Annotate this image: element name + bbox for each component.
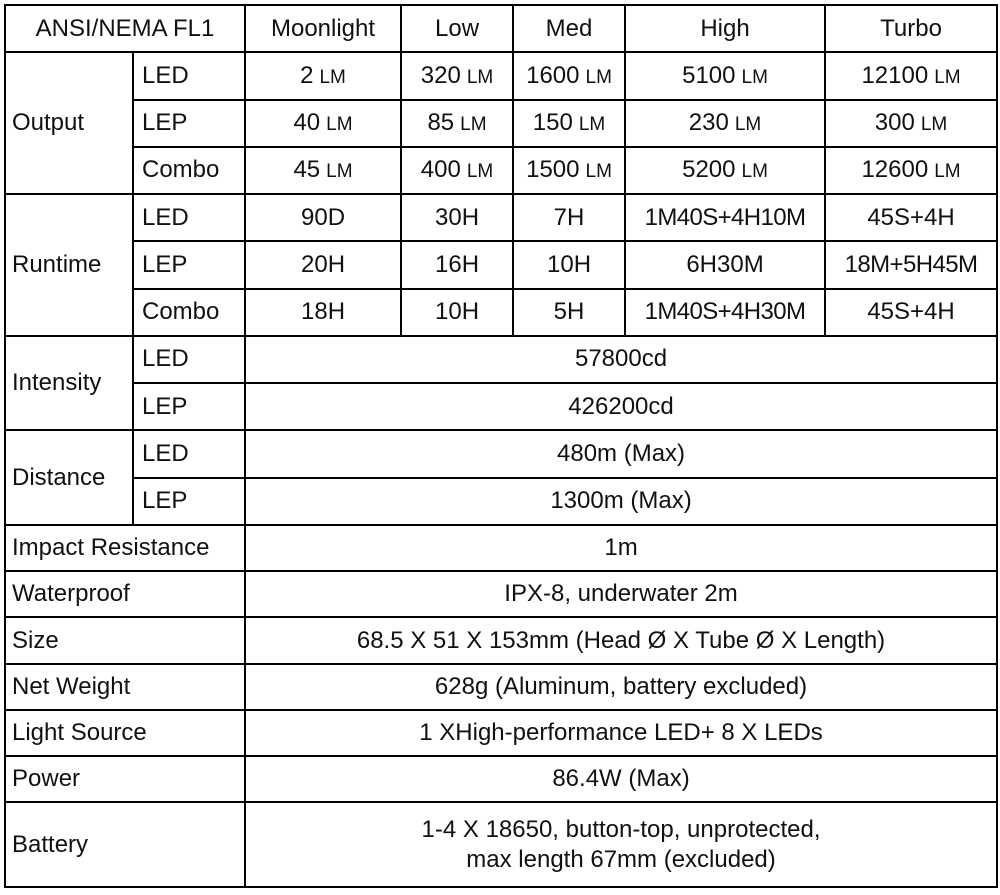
spec-value: 1 XHigh-performance LED+ 8 X LEDs [245, 710, 997, 756]
distance-value-led: 480m (Max) [245, 430, 997, 477]
runtime-cell: 6H30M [625, 241, 825, 288]
runtime-label: Runtime [5, 194, 133, 336]
runtime-source-led: LED [133, 194, 245, 241]
header-mode-moonlight: Moonlight [245, 5, 401, 52]
battery-value [245, 802, 997, 887]
distance-value-lep: 1300m (Max) [245, 478, 997, 525]
spec-label: Impact Resistance [5, 525, 245, 571]
spec-row-power [5, 756, 997, 802]
intensity-value-led: 57800cd [245, 336, 997, 383]
distance-row-led [5, 430, 997, 477]
output-source-combo: Combo [133, 147, 245, 194]
runtime-source-lep: LEP [133, 241, 245, 288]
spec-table [4, 4, 998, 888]
output-cell: 5200 LM [625, 147, 825, 194]
runtime-cell: 18M+5H45M [825, 241, 997, 288]
spec-row-waterproof [5, 571, 997, 617]
spec-label: Waterproof [5, 571, 245, 617]
runtime-cell: 20H [245, 241, 401, 288]
intensity-value-lep: 426200cd [245, 383, 997, 430]
output-row-led [5, 52, 997, 99]
output-source-led: LED [133, 52, 245, 99]
spec-label: Power [5, 756, 245, 802]
spec-row-impact-resistance [5, 525, 997, 571]
spec-label: Size [5, 617, 245, 663]
output-cell: 1500 LM [513, 147, 625, 194]
output-cell: 5100 LM [625, 52, 825, 99]
runtime-source-combo: Combo [133, 289, 245, 336]
output-cell: 40 LM [245, 100, 401, 147]
output-cell: 1600 LM [513, 52, 625, 99]
output-cell: 12100 LM [825, 52, 997, 99]
spec-row-light-source [5, 710, 997, 756]
battery-label: Battery [5, 802, 245, 887]
header-mode-low: Low [401, 5, 513, 52]
spec-row-battery [5, 802, 997, 887]
runtime-cell: 30H [401, 194, 513, 241]
battery-value-line1: 1-4 X 18650, button-top, unprotected, [421, 815, 821, 843]
header-corner: ANSI/NEMA FL1 [5, 5, 245, 52]
runtime-cell: 1M40S+4H30M [625, 289, 825, 336]
runtime-cell: 10H [401, 289, 513, 336]
intensity-source-lep: LEP [133, 383, 245, 430]
output-row-lep [5, 100, 997, 147]
output-cell: 150 LM [513, 100, 625, 147]
output-cell: 2 LM [245, 52, 401, 99]
header-mode-high: High [625, 5, 825, 52]
spec-value: 86.4W (Max) [245, 756, 997, 802]
header-mode-med: Med [513, 5, 625, 52]
output-cell: 400 LM [401, 147, 513, 194]
spec-value: 68.5 X 51 X 153mm (Head Ø X Tube Ø X Length) [245, 617, 997, 663]
runtime-cell: 7H [513, 194, 625, 241]
output-cell: 12600 LM [825, 147, 997, 194]
spec-row-size [5, 617, 997, 663]
intensity-label: Intensity [5, 336, 133, 431]
runtime-cell: 90D [245, 194, 401, 241]
output-row-combo [5, 147, 997, 194]
runtime-row-lep [5, 241, 997, 288]
output-source-lep: LEP [133, 100, 245, 147]
runtime-cell: 18H [245, 289, 401, 336]
runtime-cell: 45S+4H [825, 289, 997, 336]
spec-row-net-weight [5, 664, 997, 710]
spec-value: 628g (Aluminum, battery excluded) [245, 664, 997, 710]
output-cell: 300 LM [825, 100, 997, 147]
runtime-row-led [5, 194, 997, 241]
runtime-cell: 1M40S+4H10M [625, 194, 825, 241]
header-row [5, 5, 997, 52]
intensity-source-led: LED [133, 336, 245, 383]
runtime-row-combo [5, 289, 997, 336]
output-cell: 320 LM [401, 52, 513, 99]
spec-value: IPX-8, underwater 2m [245, 571, 997, 617]
distance-label: Distance [5, 430, 133, 525]
spec-value: 1m [245, 525, 997, 571]
distance-row-lep [5, 478, 997, 525]
distance-source-led: LED [133, 430, 245, 477]
runtime-cell: 5H [513, 289, 625, 336]
spec-label: Net Weight [5, 664, 245, 710]
header-mode-turbo: Turbo [825, 5, 997, 52]
runtime-cell: 16H [401, 241, 513, 288]
distance-source-lep: LEP [133, 478, 245, 525]
spec-label: Light Source [5, 710, 245, 756]
runtime-cell: 45S+4H [825, 194, 997, 241]
output-cell: 85 LM [401, 100, 513, 147]
runtime-cell: 10H [513, 241, 625, 288]
intensity-row-lep [5, 383, 997, 430]
output-label: Output [5, 52, 133, 194]
battery-value-line2: max length 67mm (excluded) [466, 845, 776, 873]
output-cell: 230 LM [625, 100, 825, 147]
output-cell: 45 LM [245, 147, 401, 194]
intensity-row-led [5, 336, 997, 383]
